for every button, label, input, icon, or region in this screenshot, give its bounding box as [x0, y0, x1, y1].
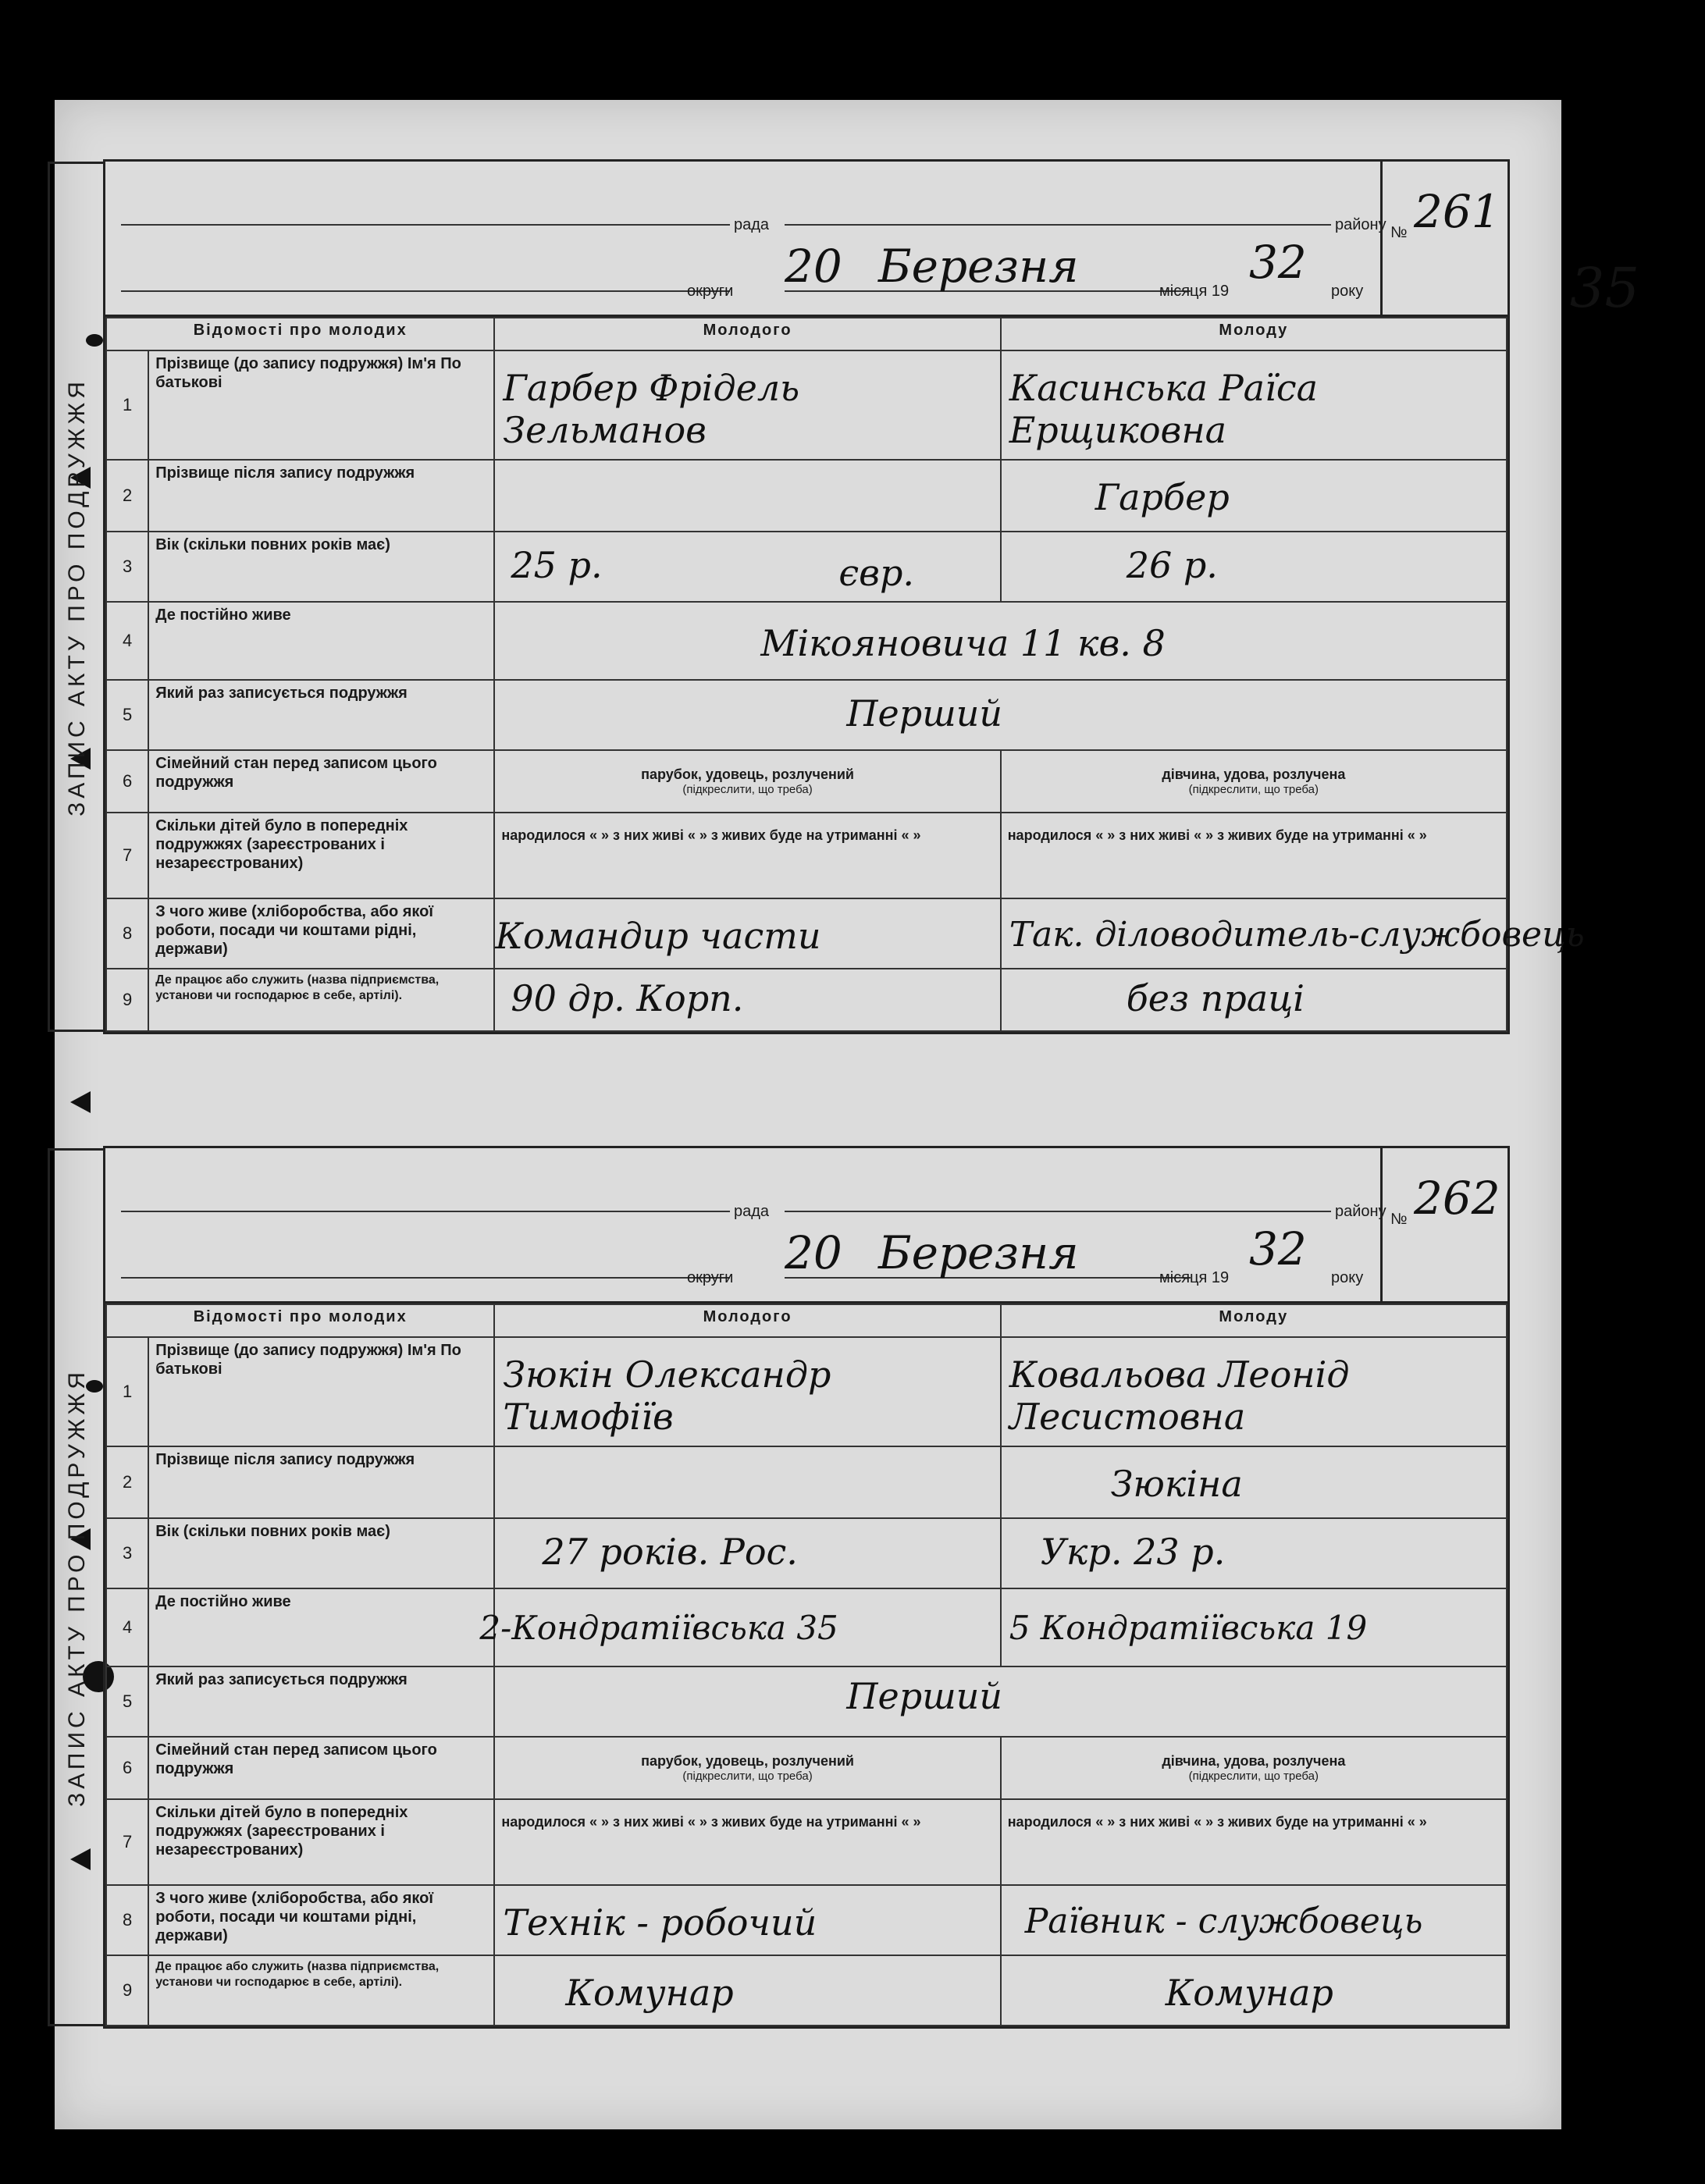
marriage-count: Перший — [846, 1675, 1003, 1717]
record-table: Відомості про молодих Молодого Молоду 1 Прізвище (до запису подружжя) Ім'я По батькові Гарбер Фрідель Зельманов Касинська Раїса Ерщиковна 2 Прізвище після запису подружжя Гарбер 3 Вік (скільки повних років має) 25 р. євр. 26 р. 4 Де постійно живе Мікояновича 11 кв. 8 5 Який раз записується подружжя Перший 6 Сімейний стан перед записом цього подружжя парубок, удовець, розлучений (підкреслити, що треба) дівчина, удова, розлучена (підкреслити, що треба) 7 Скільки дітей було в попередніх подружжях (зареєстрованих і незареєстрованих) народилося « » з них живі « » з живих буде на утриманні « » народилося « » з них живі « » з живих буде на утриманні « » 8 З чого живе (хліборобства, або якої роботи, посади чи коштами рідні, держави) Командир части Так. діловодитель-службовець 9 Де працює або служить (назва підприємства, установи чи господарює в себе, артілі). 90 др. Корп. без праці — [105, 317, 1507, 1032]
record-year: 32 — [1249, 236, 1307, 289]
record-day: 20 — [785, 1226, 842, 1279]
corner-mark: 35 — [1569, 256, 1639, 320]
marriage-record-2 — [64, 1146, 1510, 2029]
record-number-box — [1380, 1148, 1507, 1301]
record-year: 32 — [1249, 1222, 1307, 1275]
residence: Мікояновича 11 кв. 8 — [760, 622, 1166, 664]
rada-label: рада — [734, 1203, 770, 1220]
okrug-label: округи — [687, 283, 734, 300]
row-question: Який раз записується подружжя — [148, 680, 494, 750]
raion-label: району — [1335, 1203, 1386, 1220]
groom-name: Гарбер Фрідель Зельманов — [503, 367, 800, 451]
col-groom-header: Молодого — [494, 318, 1000, 350]
row-question: Який раз записується подружжя — [148, 1666, 494, 1737]
row-question: Скільки дітей було в попередніх подружжях (зареєстрованих і незареєстрованих) — [148, 1799, 494, 1885]
row-question: Прізвище після запису подружжя — [148, 1446, 494, 1518]
punch-mark — [70, 1091, 91, 1113]
record-header — [105, 162, 1507, 317]
groom-age: 25 р. — [511, 544, 603, 586]
row-question: Вік (скільки повних років має) — [148, 532, 494, 602]
col-info-header: Відомості про молодих — [106, 318, 494, 350]
groom-age: 27 років. Рос. — [542, 1531, 798, 1573]
record-side-title-box — [48, 162, 105, 1032]
bride-name: Касинська Раїса Ерщиковна — [1009, 367, 1318, 451]
record-side-title: ЗАПИС АКТУ ПРО ПОДРУЖЖЯ — [64, 1368, 90, 1807]
year-label: року — [1331, 283, 1364, 300]
row-question: Де постійно живе — [148, 1588, 494, 1666]
bride-age: Укр. 23 р. — [1040, 1531, 1226, 1573]
record-day: 20 — [785, 240, 842, 293]
row-question: Сімейний стан перед записом цього подружжя — [148, 1737, 494, 1799]
okrug-label: округи — [687, 1269, 734, 1286]
col-groom-header: Молодого — [494, 1304, 1000, 1337]
groom-occupation: Командир части — [495, 915, 821, 957]
groom-workplace: 90 др. Корп. — [511, 977, 744, 1019]
row-question: Прізвище (до запису подружжя) Ім'я По батькові — [148, 350, 494, 460]
col-bride-header: Молоду — [1001, 318, 1507, 350]
month-label: місяця 19 — [1159, 1269, 1230, 1286]
bride-residence: 5 Кондратіївська 19 — [1009, 1609, 1368, 1647]
row-question: Прізвище (до запису подружжя) Ім'я По батькові — [148, 1337, 494, 1446]
col-bride-header: Молоду — [1001, 1304, 1507, 1337]
groom-occupation: Технік - робочий — [503, 1901, 817, 1944]
col-info-header: Відомості про молодих — [106, 1304, 494, 1337]
row-question: Скільки дітей було в попередніх подружжях (зареєстрованих і незареєстрованих) — [148, 813, 494, 898]
bride-occupation: Так. діловодитель-службовець — [1009, 915, 1585, 955]
marriage-record-1 — [64, 159, 1585, 1034]
bride-age: 26 р. — [1126, 544, 1218, 586]
row-question: Вік (скільки повних років має) — [148, 1518, 494, 1588]
raion-label: району — [1335, 216, 1386, 233]
record-month: Березня — [878, 240, 1079, 293]
month-label: місяця 19 — [1159, 283, 1230, 300]
number-prefix: № — [1390, 1211, 1408, 1228]
rada-label: рада — [734, 216, 770, 233]
marriage-count: Перший — [846, 692, 1003, 735]
groom-workplace: Комунар — [565, 1972, 734, 2014]
record-side-title-box — [48, 1148, 105, 2026]
groom-name: Зюкін Олександр Тимофіїв — [503, 1353, 831, 1438]
record-table: Відомості про молодих Молодого Молоду 1 Прізвище (до запису подружжя) Ім'я По батькові Зюкін Олександр Тимофіїв Ковальова Леонід Лесистовна 2 Прізвище після запису подружжя Зюкіна 3 Вік (скільки повних років має) 27 років. Рос. Укр. 23 р. 4 Де постійно живе 2-Кондратіївська 35 5 Кондратіївська 19 5 Який раз записується подружжя Перший 6 Сімейний стан перед записом цього подружжя парубок, удовець, розлучений (підкреслити, що треба) дівчина, удова, розлучена (підкреслити, що треба) 7 Скільки дітей було в попередніх подружжях (зареєстрованих і незареєстрованих) народилося « » з них живі « » з живих буде на утриманні « » народилося « » з них живі « » з живих буде на утриманні « » 8 З чого живе (хліборобства, або якої роботи, посади чи коштами рідні, держави) Технік - робочий Раївник - службовець 9 Де працює або служить (назва підприємства, установи чи господарює в себе, артілі). Комунар Комунар — [105, 1304, 1507, 2026]
bride-workplace: Комунар — [1165, 1972, 1333, 2014]
row-question: З чого живе (хліборобства, або якої роботи, посади чи коштами рідні, держави) — [148, 898, 494, 969]
bride-workplace: без праці — [1126, 977, 1305, 1019]
number-prefix: № — [1390, 224, 1408, 241]
row-question: З чого живе (хліборобства, або якої роботи, посади чи коштами рідні, держави) — [148, 1885, 494, 1955]
row-question: Де постійно живе — [148, 602, 494, 680]
record-number-box — [1380, 162, 1507, 315]
bride-name: Ковальова Леонід Лесистовна — [1009, 1353, 1350, 1438]
bride-occupation: Раївник - службовець — [1024, 1901, 1423, 1941]
row-question: Де працює або служить (назва підприємства, установи чи господарює в себе, артілі). — [148, 969, 494, 1031]
row-question: Де працює або служить (назва підприємства, установи чи господарює в себе, артілі). — [148, 1955, 494, 2026]
row-question: Прізвище після запису подружжя — [148, 460, 494, 532]
bride-new-surname: Зюкіна — [1110, 1463, 1243, 1505]
row-question: Сімейний стан перед записом цього подружжя — [148, 750, 494, 813]
groom-residence: 2-Кондратіївська 35 — [479, 1609, 838, 1647]
record-header — [105, 1148, 1507, 1304]
record-side-title: ЗАПИС АКТУ ПРО ПОДРУЖЖЯ — [64, 377, 90, 816]
year-label: року — [1331, 1269, 1364, 1286]
record-month: Березня — [878, 1226, 1079, 1279]
record-number: 262 — [1414, 1172, 1500, 1225]
bride-new-surname: Гарбер — [1095, 476, 1230, 518]
record-number: 261 — [1414, 185, 1500, 238]
